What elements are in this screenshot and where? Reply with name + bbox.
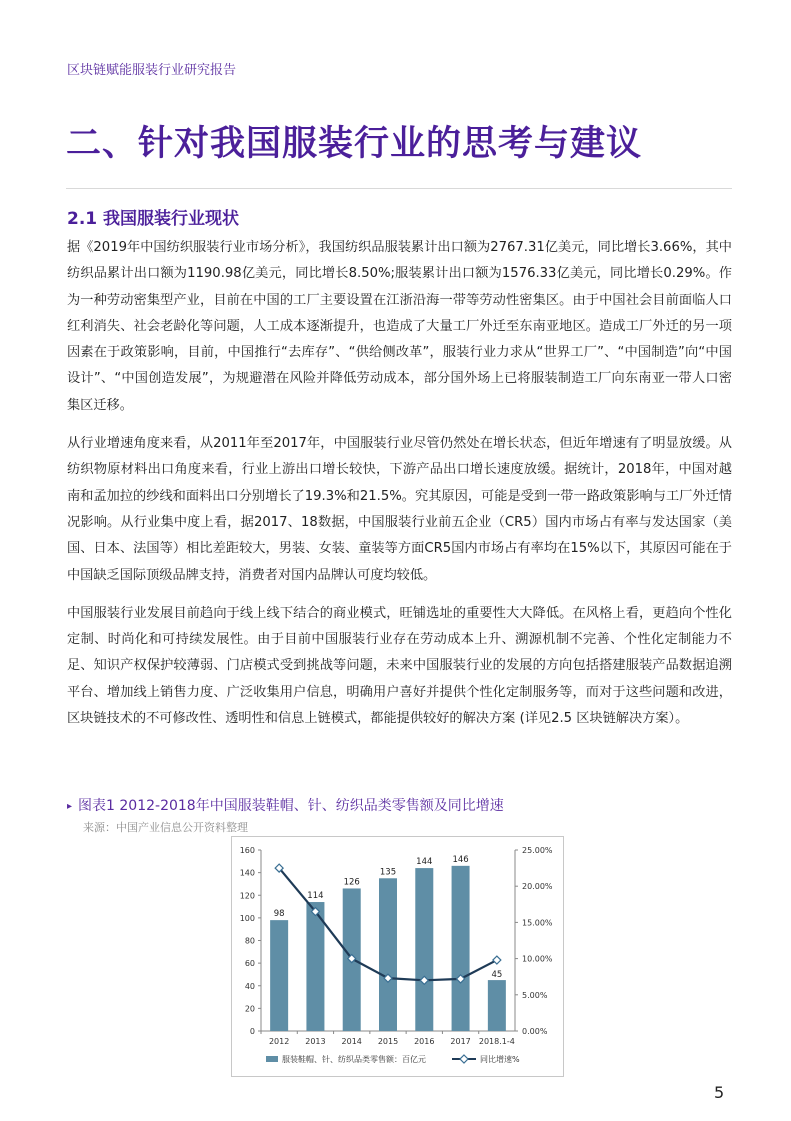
left-tick-label: 0 [249, 1027, 255, 1036]
bar [379, 878, 397, 1031]
left-tick-label: 20 [244, 1004, 255, 1014]
x-tick-label: 2017 [450, 1037, 471, 1046]
left-tick-label: 80 [244, 936, 255, 946]
bar-data-label: 144 [416, 857, 433, 868]
left-tick-label: 40 [244, 981, 255, 991]
left-tick-label: 140 [239, 868, 255, 878]
bar [452, 866, 470, 1031]
right-tick-label: 10.00% [522, 954, 553, 964]
x-tick-label: 2016 [414, 1037, 435, 1046]
legend-bar-swatch [266, 1056, 278, 1062]
x-tick-label: 2013 [305, 1037, 326, 1046]
bar-data-label: 114 [307, 891, 324, 902]
growth-rate-point [493, 956, 501, 964]
left-tick-label: 100 [239, 913, 255, 923]
left-tick-label: 60 [244, 959, 255, 969]
bar [488, 980, 506, 1031]
bar-data-label: 135 [379, 867, 397, 878]
bar-data-label: 146 [452, 854, 469, 865]
figure-caption [67, 795, 504, 815]
right-tick-label: 20.00% [522, 882, 553, 892]
left-tick-label: 160 [239, 846, 255, 855]
chart-container [231, 836, 564, 1077]
x-tick-label: 2014 [341, 1037, 362, 1046]
bar-data-label: 45 [491, 970, 503, 981]
right-tick-label: 5.00% [522, 990, 548, 1000]
bar [415, 868, 433, 1031]
right-tick-label: 0.00% [522, 1027, 548, 1036]
right-tick-label: 15.00% [522, 918, 553, 928]
legend-bar-label: 服装鞋帽、针、纺织品类零售额：百亿元 [282, 1055, 426, 1064]
title-divider [66, 188, 732, 189]
running-header: 区块链赋能服装行业研究报告 [67, 63, 237, 78]
section-title: 二、针对我国服装行业的思考与建议 [66, 124, 643, 164]
subsection-title: 2.1 我国服装行业现状 [67, 209, 240, 229]
x-tick-label: 2015 [377, 1037, 399, 1046]
retail-sales-chart [232, 837, 563, 1076]
legend-line-label: 同比增速% [480, 1055, 520, 1064]
body-text [67, 235, 732, 744]
paragraph-2: 从行业增速角度来看，从2011年至2017年，中国服装行业尽管仍然处在增长状态，但近年增速有了明显放缓。从纺织物原材料出口角度来看，行业上游出口增长较快，下游产品出口增长速度放缓。据统计，2018年，中国对越南和孟加拉的纱线和面料出口分别增长了19.3%和21.5%。究其原因，可能是受到一带一路政策影响与工厂外迁情况影响。从行业集中度上看，据2017、18数据，中国服装行业前五企业（CR5）国内市场占有率与发达国家（美国、日本、法国等）相比差距较大，男装、女装、童装等方面CR5国内市场占有率均在15%以下，其原因可能在于中国缺乏国际顶级品牌支持，消费者对国内品牌认可度均较低。 [67, 436, 732, 583]
bar [270, 920, 288, 1031]
figure-source: 来源：中国产业信息公开资料整理 [83, 821, 248, 834]
figure-title: 图表1 2012-2018年中国服装鞋帽、针、纺织品类零售额及同比增速 [78, 798, 504, 814]
legend-line-marker [460, 1055, 468, 1063]
x-tick-label: 2018.1-4 [478, 1037, 515, 1046]
paragraph-1: 据《2019年中国纺织服装行业市场分析》，我国纺织品服装累计出口额为2767.31亿美元，同比增长3.66%，其中纺织品累计出口额为1190.98亿美元，同比增长8.50%;服装累计出口额为1576.33亿美元，同比增长0.29%。作为一种劳动密集型产业，目前在中国的工厂主要设置在江浙沿海一带等劳动性密集区。由于中国社会目前面临人口红利消失、社会老龄化等问题，人工成本逐渐提升，也造成了大量工厂外迁至东南亚地区。造成工厂外迁的另一项因素在于政策影响，目前，中国推行“去库存”、“供给侧改革”，服装行业力求从“世界工厂”、“中国制造”向“中国设计”、“中国创造发展”，为规避潜在风险并降低劳动成本，部分国外场上已将服装制造工厂向东南亚一带人口密集区迁移。 [67, 240, 732, 413]
caption-arrow-icon: ▸ [67, 801, 73, 812]
right-tick-label: 25.00% [522, 846, 553, 855]
bar-data-label: 98 [273, 909, 285, 920]
paragraph-3: 中国服装行业发展目前趋向于线上线下结合的商业模式，旺铺选址的重要性大大降低。在风格上看，更趋向个性化定制、时尚化和可持续发展性。由于目前中国服装行业存在劳动成本上升、溯源机制不完善、个性化定制能力不足、知识产权保护较薄弱、门店模式受到挑战等问题，未来中国服装行业的发展的方向包括搭建服装产品数据追溯平台、增加线上销售力度、广泛收集用户信息，明确用户喜好并提供个性化定制服务等，而对于这些问题和改进，区块链技术的不可修改性、透明性和信息上链模式，都能提供较好的解决方案 (详见2.5 区块链解决方案）。 [67, 605, 732, 727]
x-tick-label: 2012 [268, 1037, 290, 1046]
bar-data-label: 126 [343, 877, 360, 888]
left-tick-label: 120 [239, 891, 255, 901]
page-number: 5 [714, 1083, 725, 1102]
